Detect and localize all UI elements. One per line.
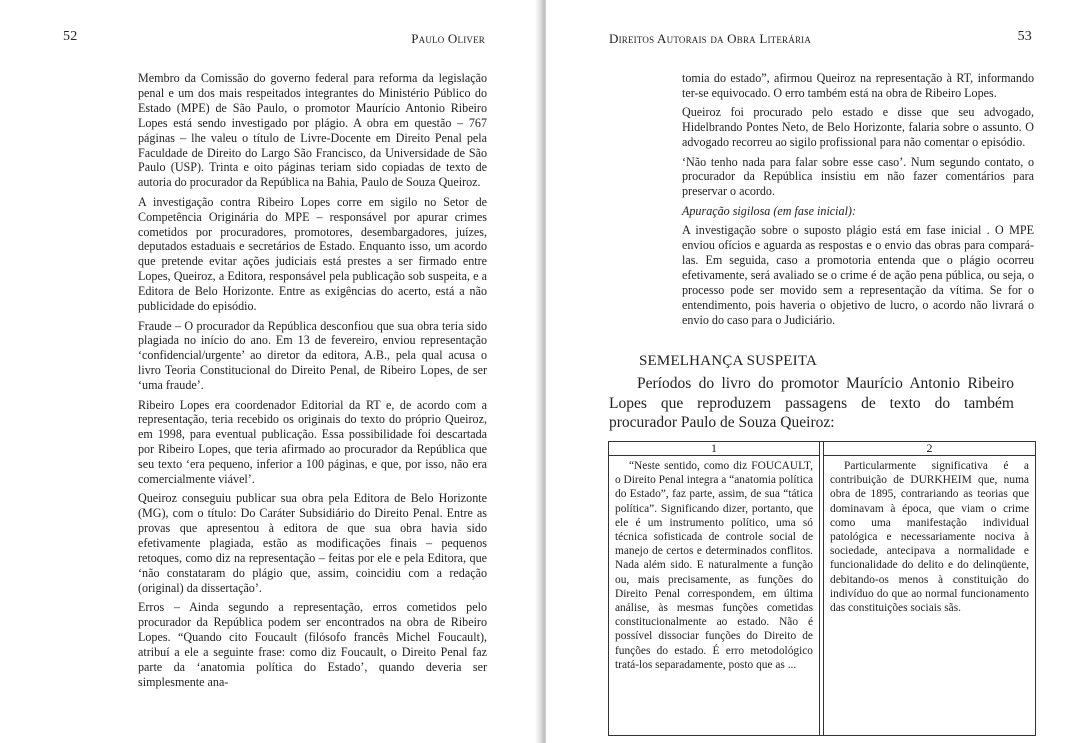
- running-header: Paulo Oliver: [411, 31, 485, 46]
- column-text: “Neste sentido, como diz FOUCAULT, o Direito Penal integra a “anatomia política do Estado”, faz parte, assim, de sua “tática política”. Significando dizer, portanto, que ele é um instrumento político, uma só técnica sofisticada de controle social de manejo de certos e determinados conflitos. Nada além sido. E naturalmente a função ou, mais precisamente, as funções do Direito Penal correspondem, em última análise, às mesmas funções cometidas constitucionalmente ao estado. Não é possível dissociar funções do Direito de funções do estado. É erro metodológico tratá-los separadamente, posto que as ...: [615, 460, 813, 671]
- section-heading: SEMELHANÇA SUSPEITA: [639, 353, 818, 369]
- comparison-table: [608, 441, 1036, 736]
- column-text: Particularmente significativa é a contribuição de DURKHEIM que, numa obra de 1895, contrariando as teorias que dominavam à época, que viam o crime como uma manifestação individual patológica e necessariamente nociva à sociedade, antecipava a normalidade e funcionalidade do delito e do delinqüente, debitando-os menos à constituição do indivíduo do que ao normal funcionamento das constituições sociais sãs.: [830, 460, 1029, 615]
- column-header: 1: [609, 442, 819, 456]
- left-page: [0, 0, 542, 743]
- page-number: 52: [63, 29, 78, 44]
- paragraph: Erros – Ainda segundo a representação, erros cometidos pelo procurador da República podem ser encontrados na obra de Ribeiro Lopes. “Quando cito Foucault (filósofo francês Michel Foucault), atribuí a ele a seguinte frase: como diz Foucault, o Direito Penal faz parte da ‘anatomia política do Estado’, quando deveria ser simplesmente ana-: [138, 600, 487, 689]
- paragraph: Ribeiro Lopes era coordenador Editorial da RT e, de acordo com a representação, teria recebido os originais do texto do próprio Queiroz, em 1998, para eventual publicação. Essa possibilidade foi descartada por Ribeiro Lopes, que teria afirmado ao procurador da República que seu texto ‘era pequeno, inferior a 100 páginas, e que, por isso, não era comercialmente viável’.: [138, 397, 487, 487]
- table-column: [823, 442, 1035, 735]
- page-number: 53: [1017, 29, 1032, 44]
- body-text: [138, 71, 487, 694]
- paragraph: A investigação sobre o suposto plágio está em fase inicial . O MPE enviou ofícios e aguarda as respostas e o envio das obras para compará-las. Em seguida, caso a promotoria entenda que o plágio ocorreu efetivamente, será avaliado se o crime é de ação pena pública, ou seja, o processo pode ser movido sem a representação da vítima. Se for o entendimento, pois haveria o objetivo de lucro, o acordo não livrará o envio do caso para o Judiciário.: [682, 223, 1034, 327]
- paragraph: Membro da Comissão do governo federal para reforma da legislação penal e um dos mais respeitados integrantes do Ministério Público do Estado (MPE) de São Paulo, o promotor Maurício Antonio Ribeiro Lopes está sendo investigado por plágio. A obra em questão – 767 páginas – lhe valeu o título de Livre-Docente em Direito Penal pela Faculdade de Direito do Largo São Francisco, da Universidade de São Paulo (USP). Trinta e oito páginas teriam sido copiadas de texto de autoria do procurador da República na Bahia, Paulo de Souza Queiroz.: [138, 71, 487, 190]
- paragraph: tomia do estado”, afirmou Queiroz na representação à RT, informando ter-se equivocado. O erro também está na obra de Ribeiro Lopes.: [682, 71, 1034, 100]
- column-header: 2: [824, 442, 1035, 456]
- paragraph: A investigação contra Ribeiro Lopes corre em sigilo no Setor de Competência Originária do MPE – responsável por apurar crimes cometidos por procuradores, promotores, desembargadores, juízes, deputados estaduais e secretários de Estado. Enquanto isso, um acordo que pretende evitar ações judiciais está prestes a ser firmado entre Lopes, Queiroz, a Editora, responsável pela publicação sob suspeita, e a Editora de Belo Horizonte. Entre as exigências do acerto, está a não publicidade do episódio.: [138, 194, 487, 314]
- subheading: Apuração sigilosa (em fase inicial):: [682, 203, 856, 218]
- body-text: [682, 71, 1034, 332]
- paragraph: Queiroz conseguiu publicar sua obra pela Editora de Belo Horizonte (MG), com o título: Do Caráter Subsidiário do Direito Penal. Entre as provas que apresentou à editora de que sua obra havia sido efetivamente plagiada, estão as modificações finais – pequenos retoques, como diz na representação – feitas por ele e pela Editora, que ‘não constataram do plágio que, assim, coincidiu com a redação (original) da dissertação’.: [138, 491, 487, 595]
- table-column: [609, 442, 820, 735]
- running-header: Direitos Autorais da Obra Literária: [609, 31, 812, 46]
- paragraph: Fraude – O procurador da República desconfiou que sua obra teria sido plagiada no início do ano. Em 13 de fevereiro, enviou representação ‘confidencial/urgente’ ao diretor da editora, A.B., pela qual acusa o livro Teoria Constitucional do Direito Penal, de Ribeiro Lopes, de ser ‘uma fraude’.: [138, 318, 487, 393]
- paragraph: Queiroz foi procurado pelo estado e disse que seu advogado, Hidelbrando Pontes Neto, de Belo Horizonte, falaria sobre o assunto. O advogado recorreu ao sigilo profissional para não comentar o episódio.: [682, 105, 1034, 150]
- right-page: [546, 0, 1087, 743]
- section-intro: Períodos do livro do promotor Maurício Antonio Ribeiro Lopes que reproduzem passagens de texto do também procurador Paulo de Souza Queiroz:: [609, 375, 1014, 431]
- paragraph: ‘Não tenho nada para falar sobre esse caso’. Num segundo contato, o procurador da República insistiu em não fazer comentários para preservar o acordo.: [682, 154, 1034, 199]
